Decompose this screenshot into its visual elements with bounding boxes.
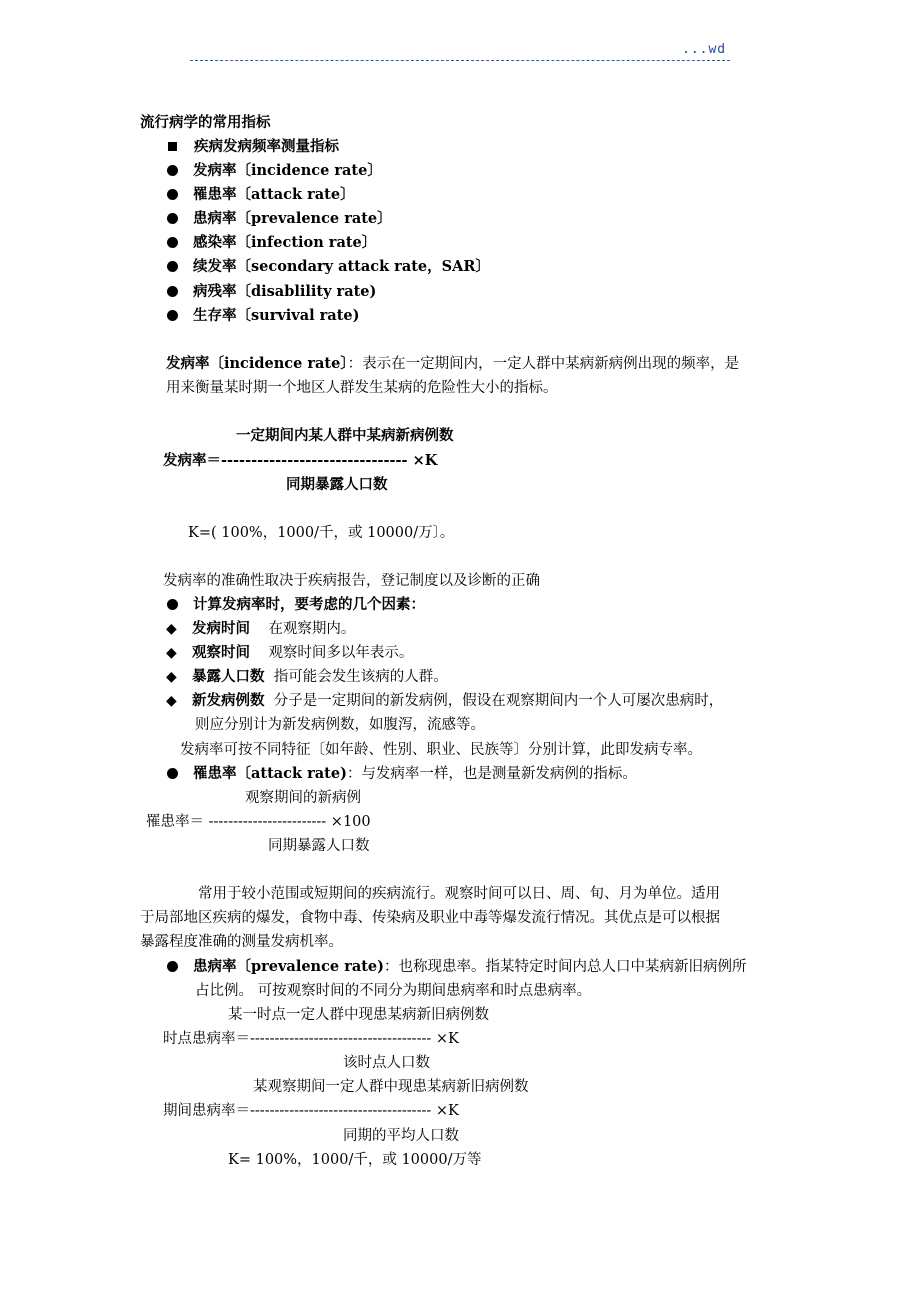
list-item: 病残率〔disablility rate) (166, 281, 376, 303)
factors-heading: 计算发病率时，要考虑的几个因素： (166, 594, 425, 616)
header-mark: ...wd (682, 42, 727, 57)
bullet-icon (167, 261, 178, 272)
incidence-definition-cont: 用来衡量某时期一个地区人群发生某病的危险性大小的指标。 (166, 380, 558, 396)
attack-formula-numerator: 观察期间的新病例 (245, 790, 361, 806)
bullet-icon (167, 286, 178, 297)
bullet-icon (167, 599, 178, 610)
formula-numerator: 一定期间内某人群中某病新病例数 (236, 427, 454, 444)
square-bullet-icon (168, 142, 177, 151)
header-divider (190, 60, 730, 61)
incidence-definition: 发病率〔incidence rate〕：表示在一定期间内，一定人群中某病新病例出现的频率，是 (166, 355, 740, 372)
bullet-icon (167, 237, 178, 248)
prevalence-k-note: K= 100%，1000/千，或 10000/万等 (228, 1152, 482, 1168)
factor-item-cont: 则应分别计为新发病例数，如腹泻，流感等。 (195, 717, 485, 733)
period-formula-numerator: 某观察期间一定人群中现患某病新旧病例数 (253, 1079, 529, 1095)
factor-item: ◆ 暴露人口数 指可能会发生该病的人群。 (166, 666, 448, 688)
bullet-icon (167, 768, 178, 779)
point-formula-numerator: 某一时点一定人群中现患某病新旧病例数 (228, 1007, 489, 1023)
formula-line: 发病率＝------------------------------- ×K (163, 452, 438, 469)
prevalence-item: 患病率〔prevalence rate)：也称现患率。指某特定时间内总人口中某病新旧病例所 (166, 956, 747, 978)
accuracy-text: 发病率的准确性取决于疾病报告，登记制度以及诊断的正确 (163, 573, 540, 589)
point-formula-denominator: 该时点人口数 (343, 1055, 430, 1071)
period-formula-line: 期间患病率＝------------------------------------- ×K (163, 1103, 459, 1119)
specific-rate-text: 发病率可按不同特征〔如年龄、性别、职业、民族等〕分别计算，此即发病专率。 (180, 742, 702, 758)
factor-item: ◆ 新发病例数 分子是一定期间的新发病例，假设在观察期间内一个人可屡次患病时， (166, 690, 723, 712)
point-formula-line: 时点患病率＝------------------------------------- ×K (163, 1031, 459, 1047)
list-item: 续发率〔secondary attack rate，SAR〕 (166, 256, 490, 278)
doc-title: 流行病学的常用指标 (140, 114, 271, 131)
attack-usage: 常用于较小范围或短期间的疾病流行。观察时间可以日、周、旬、月为单位。适用 (198, 886, 720, 902)
factor-item: ◆ 发病时间 在观察期内。 (166, 618, 355, 640)
attack-rate-item: 罹患率〔attack rate)：与发病率一样，也是测量新发病例的指标。 (166, 763, 637, 785)
diamond-bullet-icon: ◆ (166, 645, 177, 661)
factor-item: ◆ 观察时间 观察时间多以年表示。 (166, 642, 413, 664)
diamond-bullet-icon: ◆ (166, 693, 177, 709)
list-item: 感染率〔infection rate〕 (166, 232, 376, 254)
k-note: K=( 100%，1000/千，或 10000/万〕。 (188, 525, 455, 541)
prevalence-item-cont: 占比例。 可按观察时间的不同分为期间患病率和时点患病率。 (195, 983, 592, 999)
attack-usage-cont: 于局部地区疾病的爆发，食物中毒、传染病及职业中毒等爆发流行情况。其优点是可以根据 (140, 910, 720, 926)
list-item: 生存率〔survival rate) (166, 305, 359, 327)
diamond-bullet-icon: ◆ (166, 669, 177, 685)
bullet-icon (167, 165, 178, 176)
period-formula-denominator: 同期的平均人口数 (343, 1128, 459, 1144)
attack-formula-line: 罹患率＝ ------------------------ ×100 (146, 814, 371, 830)
list-item: 患病率〔prevalence rate〕 (166, 208, 392, 230)
formula-denominator: 同期暴露人口数 (286, 476, 388, 493)
bullet-icon (167, 961, 178, 972)
bullet-icon (167, 310, 178, 321)
diamond-bullet-icon: ◆ (166, 621, 177, 637)
list-item: 罹患率〔attack rate〕 (166, 184, 355, 206)
attack-usage-cont: 暴露程度准确的测量发病机率。 (140, 934, 343, 950)
bullet-icon (167, 189, 178, 200)
bullet-icon (167, 213, 178, 224)
attack-formula-denominator: 同期暴露人口数 (268, 838, 370, 854)
list-item: 发病率〔incidence rate〕 (166, 160, 382, 182)
list-heading: 疾病发病频率测量指标 (166, 136, 339, 158)
